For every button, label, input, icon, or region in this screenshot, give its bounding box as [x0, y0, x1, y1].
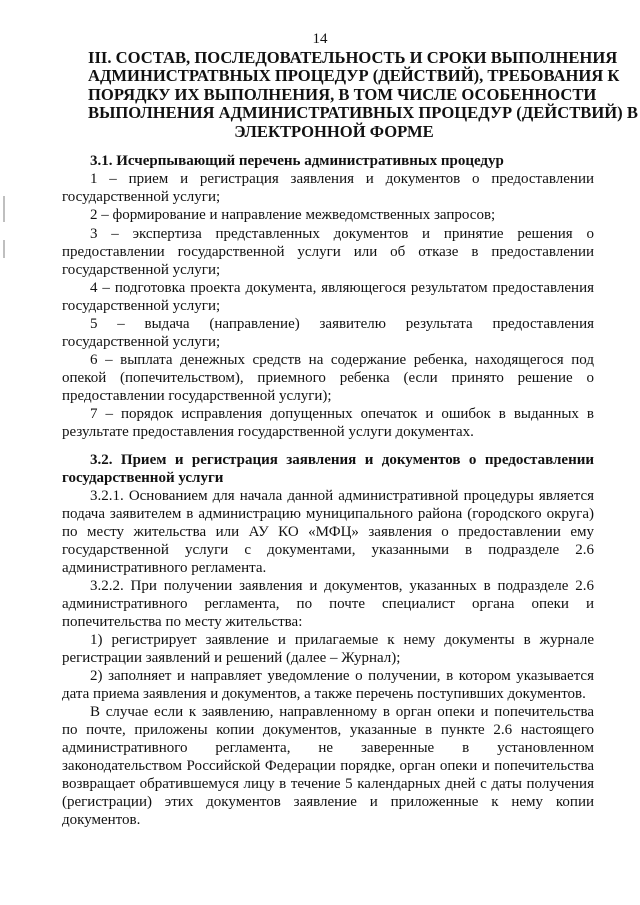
- text-line: государственной услуги;: [62, 262, 221, 278]
- heading-line: ВЫПОЛНЕНИЯ АДМИНИСТРАТИВНЫХ ПРОЦЕДУР (ДЕЙСТВИЙ) В: [88, 103, 638, 123]
- text-line: законодательством Российской Федерации порядке, орган опеки и попечительства: [62, 758, 594, 774]
- text-line: попечительства по месту жительства:: [62, 614, 303, 630]
- text-line: 1 – прием и регистрация заявления и документов о предоставлении: [90, 171, 594, 187]
- text-line: подача заявителем в администрацию муниципального района (городского округа): [62, 506, 594, 522]
- text-line: 3 – экспертиза представленных документов и принятие решения о: [90, 226, 594, 242]
- text-line: по почте, приложены копии документов, указанные в пункте 2.6 настоящего: [62, 722, 594, 738]
- subsection-title: 3.2. Прием и регистрация заявления и документов о предоставлении: [90, 452, 594, 468]
- heading-line: ЭЛЕКТРОННОЙ ФОРМЕ: [234, 121, 434, 141]
- text-line: административного регламента, не заверенные в установленном: [62, 740, 594, 756]
- text-line: документов.: [62, 812, 141, 828]
- text-line: 7 – порядок исправления допущенных опечаток и ошибок в выданных в: [90, 406, 594, 422]
- scan-edge-mark: [3, 240, 5, 258]
- page-number: 14: [312, 31, 328, 47]
- text-line: (регистрации) этих документов заявление и приложенные к нему копии: [62, 794, 594, 810]
- text-line: 6 – выплата денежных средств на содержание ребенка, находящегося под: [90, 352, 594, 368]
- heading-line: III. СОСТАВ, ПОСЛЕДОВАТЕЛЬНОСТЬ И СРОКИ ВЫПОЛНЕНИЯ: [88, 48, 618, 67]
- heading-line: АДМИНИСТРАТВНЫХ ПРОЦЕДУР (ДЕЙСТВИЙ), ТРЕБОВАНИЯ К: [88, 66, 620, 86]
- subsection-title: государственной услуги: [62, 470, 224, 486]
- text-line: результате предоставления государственной услуги документах.: [62, 424, 474, 440]
- text-line: дата приема заявления и документов, а также перечень поступивших документов.: [62, 686, 586, 702]
- text-line: предоставлении государственной услуги или об отказе в предоставлении: [62, 244, 594, 260]
- text-line: административного регламента.: [62, 560, 267, 576]
- text-line: опекой (попечительством), приемного ребенка (если принято решение о: [62, 370, 594, 386]
- text-line: государственной услуги с документами, указанными в подразделе 2.6: [62, 542, 594, 558]
- subsection-title: 3.1. Исчерпывающий перечень административных процедур: [90, 153, 504, 169]
- text-line: 3.2.1. Основанием для начала данной административной процедуры является: [90, 488, 594, 504]
- text-line: государственной услуги;: [62, 334, 221, 350]
- text-line: государственной услуги;: [62, 298, 221, 314]
- text-line: В случае если к заявлению, направленному в орган опеки и попечительства: [90, 704, 594, 720]
- text-line: предоставлении государственной услуги);: [62, 388, 332, 404]
- text-line: 3.2.2. При получении заявления и документов, указанных в подразделе 2.6: [90, 578, 594, 594]
- text-line: 5 – выдача (направление) заявителю результата предоставления: [90, 316, 594, 332]
- text-line: 2 – формирование и направление межведомственных запросов;: [90, 207, 496, 223]
- text-line: 4 – подготовка проекта документа, являющегося результатом предоставления: [90, 280, 594, 296]
- text-line: 2) заполняет и направляет уведомление о получении, в котором указывается: [90, 668, 594, 684]
- text-line: по месту жительства или АУ КО «МФЦ» заявления о предоставлении ему: [62, 524, 594, 540]
- text-line: 1) регистрирует заявление и прилагаемые к нему документы в журнале: [90, 632, 594, 648]
- section-heading: [88, 48, 638, 141]
- heading-line: ПОРЯДКУ ИХ ВЫПОЛНЕНИЯ, В ТОМ ЧИСЛЕ ОСОБЕННОСТИ: [88, 84, 597, 104]
- scan-edge-mark: [3, 196, 5, 222]
- text-line: регистрации заявлений и решений (далее – Журнал);: [62, 650, 401, 666]
- text-line: возвращает обратившемуся лицу в течение 5 календарных дней с даты получения: [62, 776, 594, 792]
- text-line: административного регламента, по почте специалист органа опеки и: [62, 596, 594, 612]
- text-line: государственной услуги;: [62, 189, 221, 205]
